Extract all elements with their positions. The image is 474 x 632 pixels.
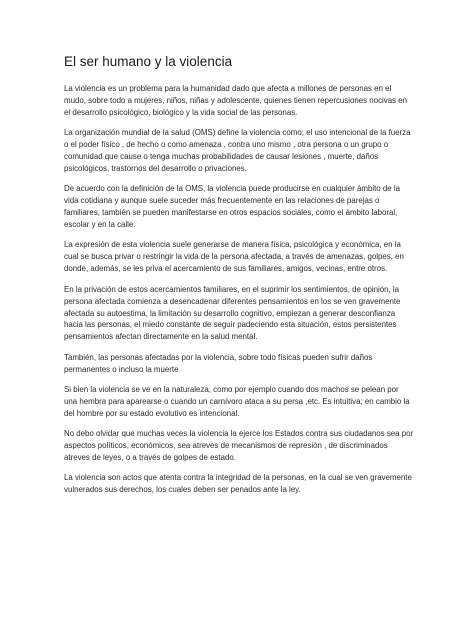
paragraph-2: La organización mundial de la salud (OMS) define la violencia como; el uso intencional de la fuerza o el poder físico , de hecho o como amenaza , contra uno mismo , otra persona o un grupo o comunidad que cause o tenga muchas probabilidades de causar lesiones , muerte, daños psicológicos, trastornos del desarrollo o privaciones. — [64, 128, 411, 173]
paragraph-4: La expresión de esta violencia suele generarse de manera física, psicológica y económica, en la cual se busca privar o restringir la vida de la persona afectada, a través de amenazas, golpes, en donde, además, se les priva el acercamiento de sus familiares, amigos, vecinas, entre otros. — [64, 240, 404, 274]
paragraph-1: La violencia es un problema para la humanidad dado que afecta a millones de personas en el mudo, sobre todo a mujeres, niños, niñas y adolescente, quienes tienen repercusiones nocivas en el desarrollo psicológico, biológico y la vida social de las personas. — [64, 84, 408, 117]
paragraph-9: La violencia son actos que atenta contra la integridad de la personas, en la cual se ven gravemente vulnerados sus derechos, los cuales deben ser penados ante la ley. — [64, 473, 412, 495]
paragraph-8: No debo olvidar que muchas veces la violencia la ejerce los Estados contra sus ciudadanos sea por aspectos políticos, económicos, sea atreves de mecanismos de represión , de discriminados atreves de leyes, o a través de golpes de estado. — [64, 429, 414, 463]
paragraph-6: También, las personas afectadas por la violencia, sobre todo físicas pueden sufrir daños permanentes o incluso la muerte — [64, 352, 373, 374]
paragraph-7: Si bien la violencia se ve en la naturaleza, como por ejemplo cuando dos machos se pelean por una hembra para aparearse o cuando un carnívoro ataca a su persa ,etc. Es intuitiva; en cambio la del hombre por su estado evolutivo es intencional. — [64, 385, 410, 418]
paragraph-3: De acuerdo con la definición de la OMS, la violencia puede producirse en cualquier ámbito de la vida cotidiana y aunque suele suceder más frecuentemente en las relaciones de parejas o familiares, también se pueden manifestarse en otros espacios sociales, como el ámbito laboral, escolar y en la calle. — [64, 184, 400, 230]
paragraph-5: En la privación de estos acercamientos familiares, en el suprimir los sentimientos, de opinión, la persona afectada comienza a desencadenar diferentes pensamientos en los se ven gravemente afectada su autoestima, la limitación su desarrollo cognitivo, empiezan a generar desconfianza hacia las personas, el miedo constante de seguir padeciendo esta situación, estos persistentes pensamientos afectan directamente en la salud mental. — [64, 284, 401, 342]
document-title: El ser humano y la violencia — [64, 54, 233, 69]
